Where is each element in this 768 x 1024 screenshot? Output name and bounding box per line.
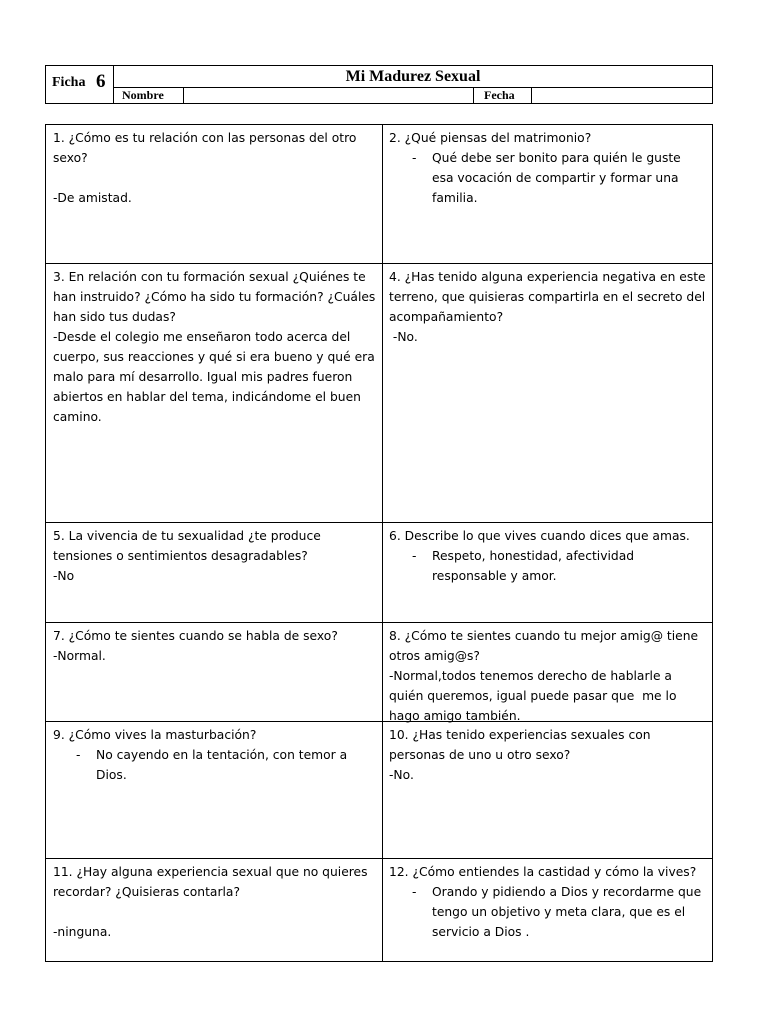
questions-grid	[45, 124, 713, 962]
question-cell-5	[46, 523, 383, 623]
answer-text: -ninguna.	[53, 925, 112, 939]
answer-text: -No.	[389, 330, 418, 344]
fecha-label: Fecha	[474, 88, 532, 103]
question-cell-4	[383, 264, 712, 523]
answer-text: -De amistad.	[53, 191, 132, 205]
answer-text: - Orando y pidiendo a Dios y recordarme que tengo un objetivo y meta clara, que es el servicio a Dios .	[389, 882, 706, 942]
question-cell-11	[46, 859, 383, 961]
question-text: 11. ¿Hay alguna experiencia sexual que no quieres recordar? ¿Quisieras contarla?	[53, 865, 372, 899]
ficha-number: 6	[96, 71, 106, 92]
nombre-field[interactable]	[184, 88, 474, 103]
nombre-label: Nombre	[114, 88, 184, 103]
question-cell-3	[46, 264, 383, 523]
question-text: 4. ¿Has tenido alguna experiencia negativa en este terreno, que quisieras compartirla en el secreto del acompañamiento?	[389, 270, 710, 324]
question-cell-2	[383, 125, 712, 264]
ficha-label: Ficha	[52, 75, 86, 90]
question-text: 1. ¿Cómo es tu relación con las personas del otro sexo?	[53, 131, 361, 165]
answer-text: -Normal,todos tenemos derecho de hablarle a quién queremos, igual puede pasar que me lo hago amigo también.	[389, 669, 681, 723]
question-text: 7. ¿Cómo te sientes cuando se habla de sexo?	[53, 629, 338, 643]
question-cell-9	[46, 722, 383, 859]
question-text: 8. ¿Cómo te sientes cuando tu mejor amig@ tiene otros amig@s?	[389, 629, 702, 663]
name-date-row	[114, 88, 712, 103]
fecha-field[interactable]	[532, 88, 712, 103]
question-cell-10	[383, 722, 712, 859]
question-text: 2. ¿Qué piensas del matrimonio?	[389, 131, 592, 145]
answer-text: - No cayendo en la tentación, con temor a Dios.	[53, 745, 376, 785]
answer-text: - Qué debe ser bonito para quién le guste esa vocación de compartir y formar una familia.	[389, 148, 706, 208]
question-cell-7	[46, 623, 383, 722]
answer-text: -No.	[389, 768, 414, 782]
question-cell-8	[383, 623, 712, 722]
answer-text: -Desde el colegio me enseñaron todo acerca del cuerpo, sus reacciones y qué si era bueno y qué era malo para mí desarrollo. Igual mis padres fueron abiertos en hablar del tema, indicándome el buen camino.	[53, 330, 379, 424]
question-text: 5. La vivencia de tu sexualidad ¿te produce tensiones o sentimientos desagradables?	[53, 529, 325, 563]
answer-text: - Respeto, honestidad, afectividad responsable y amor.	[389, 546, 706, 586]
question-cell-1	[46, 125, 383, 264]
question-cell-12	[383, 859, 712, 961]
question-text: 12. ¿Cómo entiendes la castidad y cómo la vives?	[389, 865, 697, 879]
answer-text: -Normal.	[53, 649, 106, 663]
question-text: 9. ¿Cómo vives la masturbación?	[53, 728, 257, 742]
question-text: 3. En relación con tu formación sexual ¿Quiénes te han instruido? ¿Cómo ha sido tu formación? ¿Cuáles han sido tus dudas?	[53, 270, 380, 324]
page-title: Mi Madurez Sexual	[114, 66, 712, 88]
question-text: 6. Describe lo que vives cuando dices que amas.	[389, 529, 690, 543]
answer-text: -No	[53, 569, 75, 583]
ficha-box	[46, 66, 114, 103]
form-header	[45, 65, 713, 104]
question-cell-6	[383, 523, 712, 623]
question-text: 10. ¿Has tenido experiencias sexuales con personas de uno u otro sexo?	[389, 728, 655, 762]
